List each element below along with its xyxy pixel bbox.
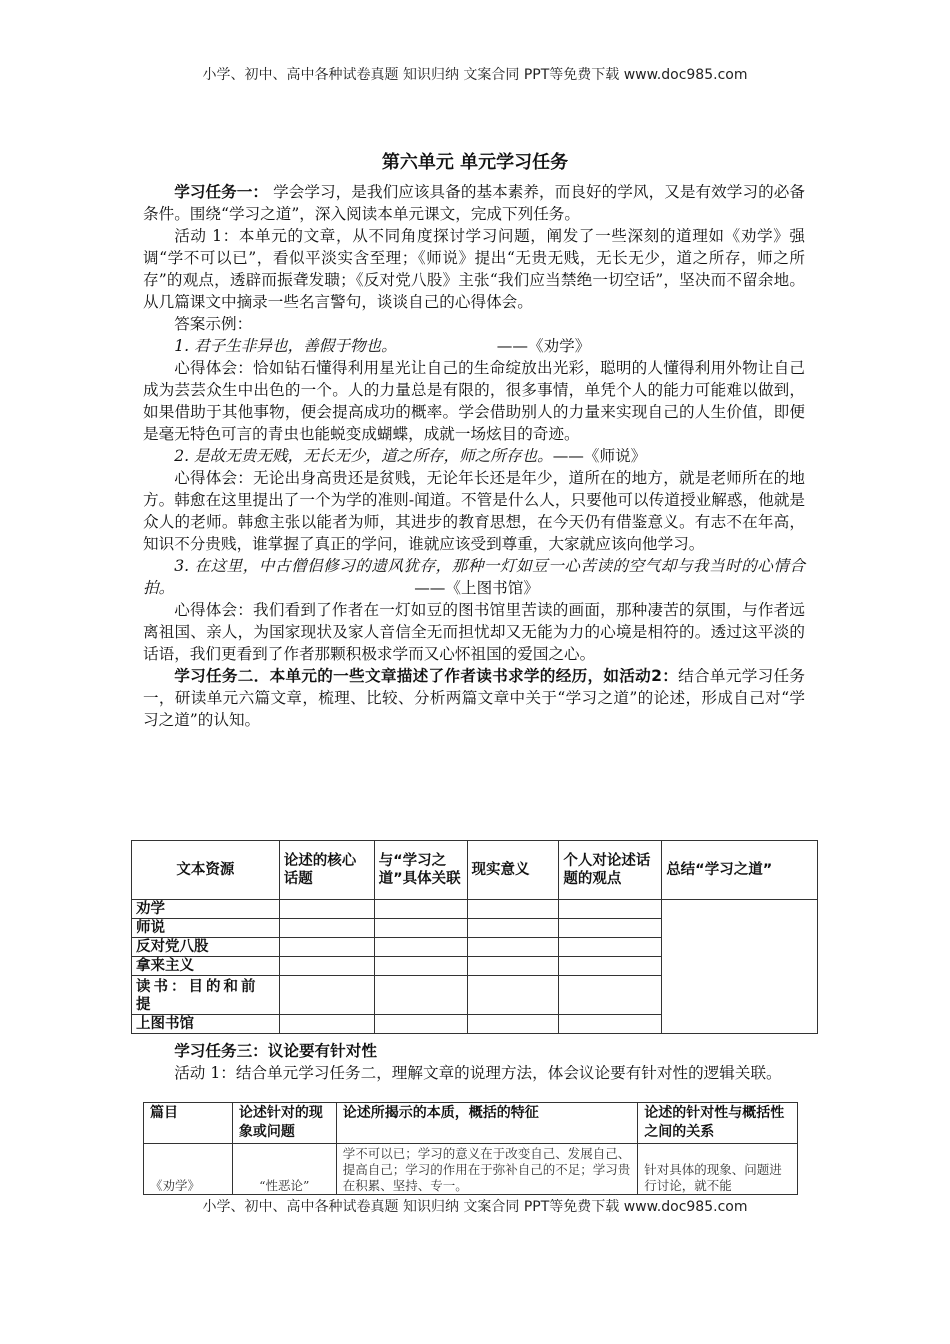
cell-title: 《劝学》 [144,1144,233,1195]
cell-phenomenon: “性恶论” [232,1144,336,1195]
row-label: 反对党八股 [132,938,280,957]
row-label: 上图书馆 [132,1015,280,1034]
task1-intro: 学习任务一： 学会学习，是我们应该具备的基本素养，而良好的学风，又是有效学习的必备条件。围绕“学习之道”，深入阅读本单元课文，完成下列任务。 [143,183,805,223]
example-reflection-2: 心得体会：无论出身高贵还是贫贱，无论年长还是年少，道所在的地方，就是老师所在的地方。韩愈在这里提出了一个为学的准则-闻道。不管是什么人，只要他可以传道授业解惑，他就是众人的老师。韩愈主张以能者为师，其进步的教育思想，在今天仍有借鉴意义。有志不在年高，知识不分贵贱，谁掌握了真正的学问，谁就应该受到尊重，大家就应该向他学习。 [143,469,805,553]
blank-cell[interactable] [374,976,467,1015]
blank-cell[interactable] [467,976,559,1015]
task3-activity1: 活动 1：结合单元学习任务二，理解文章的说理方法，体会议论要有针对性的逻辑关联。 [174,1064,782,1082]
cell-relationship: 针对具体的现象、问题进行讨论，就不能 [638,1144,798,1195]
example-quote-2: 2. 是故无贵无贱，无长无少，道之所存，师之所存也。——《师说》 [174,447,647,465]
blank-cell[interactable] [279,938,374,957]
page-header-watermark: 小学、初中、高中各种试卷真题 知识归纳 文案合同 PPT等免费下载 www.doc985.com [202,67,748,83]
blank-cell[interactable] [374,919,467,938]
header-text-source: 文本资源 [132,841,280,900]
header-summary: 总结“学习之道” [662,841,818,900]
example-quote-1: 1. 君子生非异也，善假于物也。 ——《劝学》 [174,337,591,355]
blank-cell[interactable] [559,900,662,919]
blank-cell[interactable] [467,1015,559,1034]
example-reflection-3: 心得体会：我们看到了作者在一灯如豆的图书馆里苦读的画面，那种凄苦的氛围，与作者远离祖国、亲人，为国家现状及家人音信全无而担忧却又无能为力的心境是相符的。透过这平淡的话语，我们更看到了作者那颗积极求学而又心怀祖国的爱国之心。 [143,601,805,663]
summary-cell[interactable] [662,900,818,1034]
blank-cell[interactable] [467,900,559,919]
task1-label: 学习任务一： [174,183,269,201]
blank-cell[interactable] [374,957,467,976]
example-source-2: ——《师说》 [552,447,647,465]
blank-cell[interactable] [279,1015,374,1034]
task1-activity1: 活动 1：本单元的文章，从不同角度探讨学习问题，阐发了一些深刻的道理如《劝学》强调“学不可以已”，看似平淡实含至理；《师说》提出“无贵无贱，无长无少，道之所存，师之所存”的观点，透辟而振聋发聩；《反对党八股》主张“我们应当禁绝一切空话”，坚决而不留余地。从几篇课文中摘录一些名言警句，谈谈自己的心得体会。 [143,227,805,311]
table-header-row [144,1103,798,1144]
learning-path-table [131,840,818,1034]
example-source-3: ——《上图书馆》 [414,579,539,597]
row-label: 劝学 [132,900,280,919]
example-reflection-1: 心得体会：恰如钻石懂得利用星光让自己的生命绽放出光彩，聪明的人懂得利用外物让自己成为芸芸众生中出色的一个。人的力量总是有限的，很多事情，单凭个人的能力可能难以做到，如果借助于其他事物，便会提高成功的概率。学会借助别人的力量来实现自己的人生价值，即便是毫无特色可言的青虫也能蜕变成蝴蝶，成就一场炫目的奇迹。 [143,359,805,443]
header-essence: 论述所揭示的本质，概括的特征 [336,1103,637,1144]
table-row [144,1144,798,1195]
header-core-topic: 论述的核心话题 [279,841,374,900]
blank-cell[interactable] [279,957,374,976]
table-header-row [132,841,818,900]
header-significance: 现实意义 [467,841,559,900]
blank-cell[interactable] [467,957,559,976]
blank-cell[interactable] [279,900,374,919]
blank-cell[interactable] [374,938,467,957]
page-title: 第六单元 单元学习任务 [381,152,569,173]
task3-label: 学习任务三：议论要有针对性 [174,1042,377,1060]
example-quote-3: 3. 在这里，中古僧侣修习的遗风犹存，那种一灯如豆一心苦读的空气却与我当时的心情合拍。 ——《上图书馆》 [143,557,805,597]
blank-cell[interactable] [559,957,662,976]
task2-intro: 学习任务二．本单元的一些文章描述了作者读书求学的经历，如活动2：结合单元学习任务一，研读单元六篇文章，梳理、比较、分析两篇文章中关于“学习之道”的论述，形成自己对“学习之道”的认知。 [143,667,805,729]
header-title: 篇目 [144,1103,233,1144]
header-relationship: 论述的针对性与概括性之间的关系 [638,1103,798,1144]
task3-section [143,1040,805,1084]
blank-cell[interactable] [467,919,559,938]
example-source-1: ——《劝学》 [496,337,591,355]
task1-section [143,181,805,731]
blank-cell[interactable] [559,1015,662,1034]
argument-analysis-table [143,1102,798,1195]
blank-cell[interactable] [279,919,374,938]
header-personal-view: 个人对论述话题的观点 [559,841,662,900]
blank-cell[interactable] [374,1015,467,1034]
table-row [132,900,818,919]
header-phenomenon: 论述针对的现象或问题 [232,1103,336,1144]
row-label: 读书：目的和前提 [132,976,280,1015]
answer-label: 答案示例： [174,315,253,333]
header-relation: 与“学习之道”具体关联 [374,841,467,900]
task2-label: 学习任务二．本单元的一些文章描述了作者读书求学的经历，如活动2： [174,667,679,685]
blank-cell[interactable] [467,938,559,957]
row-label: 师说 [132,919,280,938]
blank-cell[interactable] [559,976,662,1015]
blank-cell[interactable] [279,976,374,1015]
page-footer-watermark: 小学、初中、高中各种试卷真题 知识归纳 文案合同 PPT等免费下载 www.doc985.com [202,1199,748,1215]
blank-cell[interactable] [374,900,467,919]
cell-essence: 学不可以已；学习的意义在于改变自己、发展自己、提高自己；学习的作用在于弥补自己的不足；学习贵在积累、坚持、专一。 [336,1144,637,1195]
blank-cell[interactable] [559,919,662,938]
blank-cell[interactable] [559,938,662,957]
row-label: 拿来主义 [132,957,280,976]
